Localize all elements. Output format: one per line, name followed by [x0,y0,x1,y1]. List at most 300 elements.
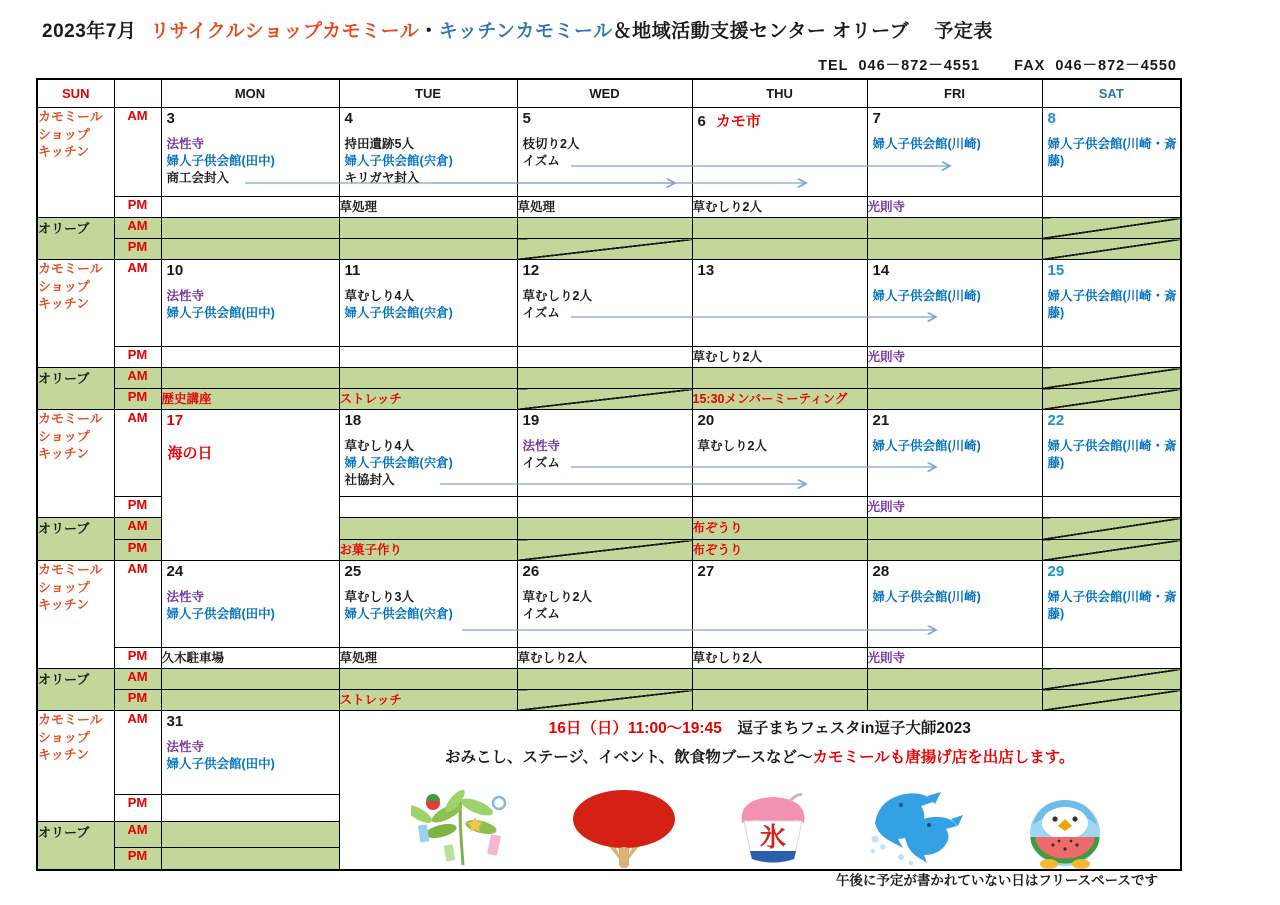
olive-am-cell [1042,518,1181,540]
am-entries [162,580,339,623]
am-entries [868,580,1042,606]
olive-pm-cell [339,540,517,561]
am-entries [518,127,692,170]
olive-pm-cell [161,690,339,711]
am-entries [693,279,867,288]
olive-pm-cell [692,540,867,561]
row-label-olive: オリーブ [37,218,114,260]
date-text: 4 [344,110,353,127]
date-number [868,410,1042,429]
day-am-cell [339,561,517,648]
olive-pm-label: PM [114,690,161,711]
schedule-entry: 歴史講座 [161,392,212,406]
penguin-watermelon-icon [1021,795,1109,869]
schedule-entry: 婦人子供会館(川崎・斎藤) [1047,289,1177,320]
day-am-cell [339,260,517,347]
shaved-ice-icon [732,789,814,869]
olive-pm-cell [867,239,1042,260]
date-number [162,711,339,730]
am-entries [162,730,339,773]
olive-am-label: AM [114,669,161,690]
day-pm-cell [161,347,339,368]
summer-icons-row [340,783,1181,869]
day-am-cell [867,410,1042,497]
olive-pm-cell [161,389,339,410]
row-label-olive: オリーブ [37,669,114,711]
olive-pm-cell [1042,540,1181,561]
day-header-time [114,79,161,108]
date-text: 18 [344,412,362,429]
olive-am-cell [517,368,692,389]
olive-pm-cell [339,690,517,711]
schedule-entry: 草むしり4人 [344,439,414,453]
day-header-MON: MON [161,79,339,108]
date-text: 15 [1047,262,1065,279]
olive-am-cell [517,518,692,540]
day-pm-cell [692,347,867,368]
olive-pm-label: PM [114,389,161,410]
pm-label: PM [114,648,161,669]
olive-am-cell [692,368,867,389]
schedule-entry: イズム [522,306,560,320]
shaved-ice-kanji: 氷 [759,822,786,852]
holiday-cell [161,410,339,561]
olive-am-label: AM [114,218,161,239]
am-label: AM [114,561,161,648]
schedule-entry: 枝切り2人 [522,137,580,151]
day-pm-cell [867,497,1042,518]
olive-pm-label: PM [114,239,161,260]
schedule-entry: お菓子作り [339,543,403,557]
olive-am-cell [161,669,339,690]
day-am-cell [161,711,339,795]
date-number [162,260,339,279]
pm-label: PM [114,197,161,218]
date-text: 25 [344,563,362,580]
olive-am-cell [692,218,867,239]
am-entries [518,429,692,472]
festival-detail: おみこし、ステージ、イベント、飲食物ブースなど～ [445,749,813,766]
festival-announcement-cell [339,711,1181,871]
day-am-cell [1042,108,1181,197]
title-dot: ・ [419,21,439,42]
am-entries [518,580,692,623]
header-row [37,79,1181,108]
week2-pm-row [37,347,1181,368]
date-text: 13 [697,262,715,279]
day-pm-cell [339,497,517,518]
day-am-cell [867,561,1042,648]
date-number [162,561,339,580]
date-text: 24 [166,563,184,580]
schedule-entry: 社協封入 [344,473,395,487]
am-entries [693,131,867,140]
day-header-TUE: TUE [339,79,517,108]
date-number [518,410,692,429]
day-am-cell [692,108,867,197]
day-am-cell [692,561,867,648]
schedule-entry: 婦人子供会館(田中) [166,154,275,168]
olive-pm-label: PM [114,847,161,870]
day-header-SAT: SAT [1042,79,1181,108]
row-label-shop: カモミール ショップ キッチン [37,561,114,669]
schedule-entry: 法性寺 [522,439,561,453]
olive-am-cell [867,669,1042,690]
day-am-cell [339,410,517,497]
day-pm-cell [1042,347,1181,368]
olive-am-cell [339,368,517,389]
day-am-cell [517,260,692,347]
date-text: 19 [522,412,540,429]
olive-pm-cell [867,389,1042,410]
week2-am-row [37,260,1181,347]
schedule-entry: 婦人子供会館(川崎) [872,289,981,303]
day-pm-cell [517,197,692,218]
day-pm-cell [867,197,1042,218]
day-am-cell [517,561,692,648]
am-entries [340,429,517,489]
tanabata-bamboo-icon [411,787,517,869]
am-entries [518,279,692,322]
olive-am-cell [692,518,867,540]
am-label: AM [114,108,161,197]
day-am-cell [161,561,339,648]
schedule-entry: 法性寺 [166,590,205,604]
am-label: AM [114,711,161,795]
olive-pm-cell [1042,389,1181,410]
contact-line [818,54,1177,75]
date-text: 3 [166,110,175,127]
schedule-entry: 婦人子供会館(田中) [166,757,275,771]
date-number [1043,410,1181,429]
olive-pm-cell [692,239,867,260]
day-pm-cell [867,347,1042,368]
olive-am-cell [1042,218,1181,239]
schedule-entry: 草むしり4人 [344,289,414,303]
date-number [340,260,517,279]
day-pm-cell [692,648,867,669]
olive-am-cell [339,518,517,540]
schedule-entry: 婦人子供会館(川崎) [872,137,981,151]
date-number [693,561,867,580]
day-pm-cell [1042,497,1181,518]
am-entries [340,279,517,322]
day-am-cell [692,260,867,347]
fax-label: FAX [1014,58,1046,74]
schedule-entry: 15:30メンバーミーティング [692,392,848,406]
schedule-entry: 持田遺跡5人 [344,137,414,151]
schedule-entry: 草処理 [339,200,378,214]
schedule-entry: 草むしり2人 [517,651,587,665]
date-number [340,108,517,127]
date-text: 22 [1047,412,1065,429]
am-entries [1043,127,1181,170]
olive-pm-cell [867,540,1042,561]
week1-pm-row [37,197,1181,218]
schedule-entry: 光則寺 [867,350,906,364]
olive-pm-cell [161,239,339,260]
day-pm-cell [867,648,1042,669]
schedule-entry: 婦人子供会館(川崎) [872,590,981,604]
schedule-entry: 草むしり2人 [697,439,767,453]
schedule-entry: イズム [522,456,560,470]
am-entries [162,279,339,322]
date-text: 20 [697,412,715,429]
date-number [162,108,339,127]
olive-am-cell [517,218,692,239]
date-text: 27 [697,563,715,580]
kitchen-name: キッチンカモミール [438,21,613,42]
week4-am-row [37,561,1181,648]
olive-pm-cell [1042,690,1181,711]
am-entries [693,429,867,455]
day-am-cell [161,108,339,197]
olive-am-cell [867,218,1042,239]
schedule-entry: 草むしり2人 [692,651,762,665]
olive-pm-label: PM [114,540,161,561]
pm-label: PM [114,347,161,368]
day-header-SUN: SUN [37,79,114,108]
date-text: 12 [522,262,540,279]
week5-am-row [37,711,1181,795]
schedule-entry: 婦人子供会館(宍倉) [344,154,453,168]
date-text: 17 [166,412,184,429]
date-text: 26 [522,563,540,580]
olive-am-cell [867,368,1042,389]
schedule-entry: 婦人子供会館(宍倉) [344,306,453,320]
row-label-shop: カモミール ショップ キッチン [37,108,114,218]
day-pm-cell [517,497,692,518]
date-number [162,410,339,429]
date-number [518,108,692,127]
date-text: 5 [522,110,531,127]
title-rest: ＆地域活動支援センター オリーブ 予定表 [612,21,993,42]
schedule-entry: 布ぞうり [692,521,743,535]
olive-am-label: AM [114,368,161,389]
olive-am-cell [161,218,339,239]
olive-pm-cell [161,847,339,870]
olive-pm-cell [692,389,867,410]
am-entries [868,279,1042,305]
row-label-shop: カモミール ショップ キッチン [37,410,114,518]
shop-name: リサイクルショップカモミール [150,21,420,42]
olive-pm-cell [339,239,517,260]
day-pm-cell [1042,197,1181,218]
schedule-entry: 婦人子供会館(田中) [166,607,275,621]
announcement-line1 [340,716,1181,738]
date-number [340,410,517,429]
row-label-olive: オリーブ [37,518,114,561]
day-pm-cell [517,648,692,669]
day-header-THU: THU [692,79,867,108]
schedule-entry: 法性寺 [166,289,205,303]
olive-pm-cell [517,239,692,260]
olive-am-cell [517,669,692,690]
schedule-entry: 光則寺 [867,500,906,514]
date-number [693,108,867,131]
uchiwa-fan-icon [570,789,678,869]
olive-am-cell [161,822,339,848]
date-number [1043,108,1181,127]
olive-am-cell [1042,368,1181,389]
date-number [518,260,692,279]
day-header-FRI: FRI [867,79,1042,108]
week1-am-row [37,108,1181,197]
day-pm-cell [517,347,692,368]
day-pm-cell [692,197,867,218]
schedule-entry: 布ぞうり [692,543,743,557]
schedule-entry: 法性寺 [166,137,205,151]
festival-datetime: 16日（日）11:00～19:45 [548,720,722,737]
day-am-cell [161,260,339,347]
day-am-cell [1042,410,1181,497]
day-pm-cell [161,648,339,669]
date-number [1043,260,1181,279]
schedule-entry: 草むしり3人 [344,590,414,604]
day-pm-cell [161,197,339,218]
festival-shop-note: カモミールも唐揚げ店を出店します。 [812,749,1075,766]
day-pm-cell [339,347,517,368]
schedule-entry: 光則寺 [867,200,906,214]
row-label-shop: カモミール ショップ キッチン [37,260,114,368]
day-pm-cell [1042,648,1181,669]
schedule-entry: 草むしり2人 [522,590,592,604]
date-number [518,561,692,580]
olive-am-label: AM [114,518,161,540]
tel-number: 046－872－4551 [858,58,981,74]
day-header-WED: WED [517,79,692,108]
olive-am-cell [339,669,517,690]
fax-number: 046－872－4550 [1055,58,1177,74]
schedule-entry: 草むしり2人 [692,200,762,214]
row-label-olive: オリーブ [37,368,114,410]
schedule-entry: 婦人子供会館(川崎・斎藤) [1047,590,1177,621]
day-am-cell [517,410,692,497]
schedule-entry: イズム [522,607,560,621]
am-entries [340,580,517,623]
olive-am-cell [339,218,517,239]
date-text: 6 [697,113,706,130]
page-title [42,16,993,43]
date-text: 31 [166,713,184,730]
olive-am-cell [692,669,867,690]
row-label-olive: オリーブ [37,822,114,871]
day-pm-cell [161,795,339,822]
am-label: AM [114,260,161,347]
date-text: 11 [344,262,361,279]
footer-note: 午後に予定が書かれていない日はフリースペースです [835,873,1158,888]
pm-label: PM [114,795,161,822]
holiday-name: 海の日 [167,445,213,462]
week2-olive-pm-row [37,389,1181,410]
week1-olive-am-row [37,218,1181,239]
am-entries [868,429,1042,455]
olive-am-cell [161,368,339,389]
row-label-shop: カモミール ショップ キッチン [37,711,114,822]
am-entries [1043,580,1181,623]
schedule-entry: 婦人子供会館(川崎) [872,439,981,453]
date-number [1043,561,1181,580]
date-text: 8 [1047,110,1056,127]
week3-am-row [37,410,1181,497]
date-text: 28 [872,563,890,580]
day-pm-cell [339,197,517,218]
schedule-entry: 婦人子供会館(宍倉) [344,456,453,470]
schedule-entry: 商工会封入 [166,171,230,185]
am-entries [1043,429,1181,472]
date-note: カモ市 [715,113,761,130]
schedule-entry: ストレッチ [339,693,402,707]
schedule-entry: 婦人子供会館(田中) [166,306,275,320]
date-number [340,561,517,580]
olive-pm-cell [692,690,867,711]
schedule-entry: 婦人子供会館(川崎・斎藤) [1047,137,1177,168]
schedule-entry: 久木駐車場 [161,651,225,665]
olive-pm-cell [517,540,692,561]
day-pm-cell [692,497,867,518]
day-am-cell [517,108,692,197]
tel-label: TEL [818,58,849,74]
schedule-entry: 草処理 [339,651,378,665]
date-number [868,108,1042,127]
festival-name: 逗子まちフェスタin逗子大師2023 [721,720,971,737]
am-label: AM [114,410,161,497]
schedule-entry: 婦人子供会館(宍倉) [344,607,453,621]
pm-label: PM [114,497,161,518]
week1-olive-pm-row [37,239,1181,260]
day-am-cell [1042,260,1181,347]
olive-pm-cell [339,389,517,410]
date-text: 29 [1047,563,1065,580]
schedule-entry: イズム [522,154,560,168]
am-entries [693,580,867,589]
week4-olive-pm-row [37,690,1181,711]
date-text: 14 [872,262,890,279]
date-number [868,561,1042,580]
date-text: 7 [872,110,881,127]
olive-pm-cell [867,690,1042,711]
schedule-entry: ストレッチ [339,392,402,406]
schedule-entry: 婦人子供会館(川崎・斎藤) [1047,439,1177,470]
schedule-entry: キリガヤ封入 [344,171,420,185]
day-am-cell [867,260,1042,347]
am-entries [1043,279,1181,322]
date-number [868,260,1042,279]
day-am-cell [339,108,517,197]
announcement-line2 [340,745,1181,767]
dolphins-icon [867,791,967,869]
week4-pm-row [37,648,1181,669]
date-text: 10 [166,262,184,279]
olive-am-cell [867,518,1042,540]
am-entries [340,127,517,187]
olive-pm-cell [1042,239,1181,260]
am-entries [868,127,1042,153]
olive-pm-cell [517,389,692,410]
day-pm-cell [339,648,517,669]
date-text: 21 [872,412,890,429]
olive-pm-cell [517,690,692,711]
week4-olive-am-row [37,669,1181,690]
olive-am-label: AM [114,822,161,848]
am-entries [162,127,339,187]
schedule-entry: 草処理 [517,200,556,214]
week2-olive-am-row [37,368,1181,389]
date-number [693,260,867,279]
schedule-entry: 光則寺 [867,651,906,665]
day-am-cell [867,108,1042,197]
day-am-cell [1042,561,1181,648]
